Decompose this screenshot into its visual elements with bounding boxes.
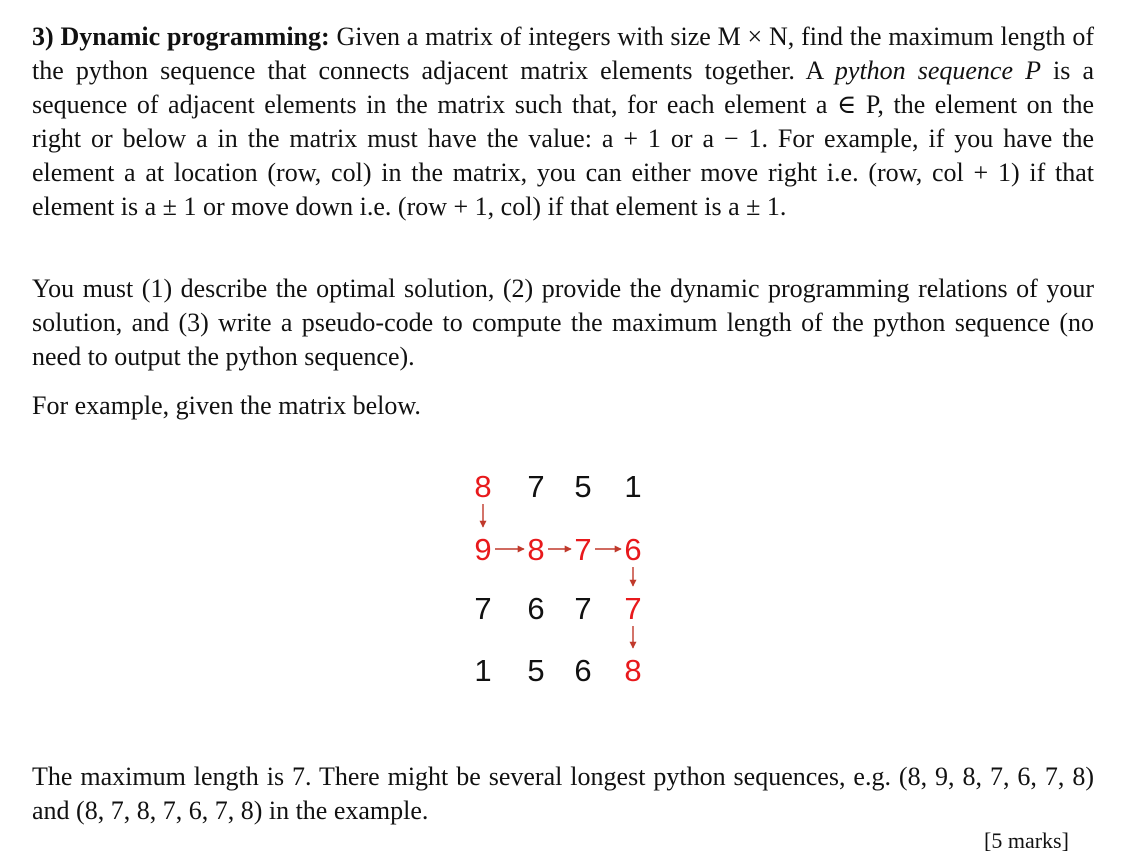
marks-label: [5 marks] (984, 828, 1069, 853)
matrix-cell-r2-c3: 7 (624, 591, 642, 626)
instructions-paragraph: You must (1) describe the optimal solution, (2) provide the dynamic programming relations of your solution, and (3) write a pseudo-code to compute the maximum length of the python sequence (no need to output the python sequence). (32, 274, 1094, 371)
matrix-cell-r2-c1: 6 (527, 591, 545, 626)
matrix-cell-r0-c3: 1 (624, 469, 642, 504)
matrix-cell-r2-c0: 7 (474, 591, 492, 626)
question-text-1: Given a matrix of integers with size M × N, find the maximum length of the python sequence that connects adjacent matrix elements together. A (32, 22, 1095, 85)
matrix-cell-r2-c2: 7 (574, 591, 592, 626)
question-statement (32, 20, 1094, 224)
conclusion-paragraph: The maximum length is 7. There might be several longest python sequences, e.g. (8, 9, 8, 7, 6, 7, 8) and (8, 7, 8, 7, 6, 7, 8) in the example. (32, 762, 1094, 825)
matrix-cell-r0-c2: 5 (574, 469, 592, 504)
example-intro: For example, given the matrix below. (32, 391, 421, 420)
term-python-sequence: python sequence P (834, 56, 1041, 85)
matrix-cell-r0-c0: 8 (474, 469, 492, 504)
matrix-cell-r3-c3: 8 (624, 653, 642, 688)
matrix-cell-r1-c3: 6 (624, 532, 642, 567)
question-title: Dynamic programming: (60, 22, 330, 51)
matrix-cell-r1-c2: 7 (574, 532, 592, 567)
matrix-cell-r3-c2: 6 (574, 653, 592, 688)
matrix-cell-r3-c1: 5 (527, 653, 545, 688)
matrix-cell-r3-c0: 1 (474, 653, 492, 688)
matrix-cell-r0-c1: 7 (527, 469, 545, 504)
matrix-cell-r1-c0: 9 (474, 532, 492, 567)
question-number: 3) (32, 22, 54, 51)
question-text-2: is a sequence of adjacent elements in the matrix such that, for each element a ∈ P, the element on the right or below a in the matrix must have the value: a + 1 or a − 1. For example, if you have the element a at location (row, col) in the matrix, you can either move right i.e. (row, col + 1) if that element is a ± 1 or move down i.e. (row + 1, col) if that element is a ± 1. (32, 56, 1094, 221)
matrix-cell-r1-c1: 8 (527, 532, 545, 567)
